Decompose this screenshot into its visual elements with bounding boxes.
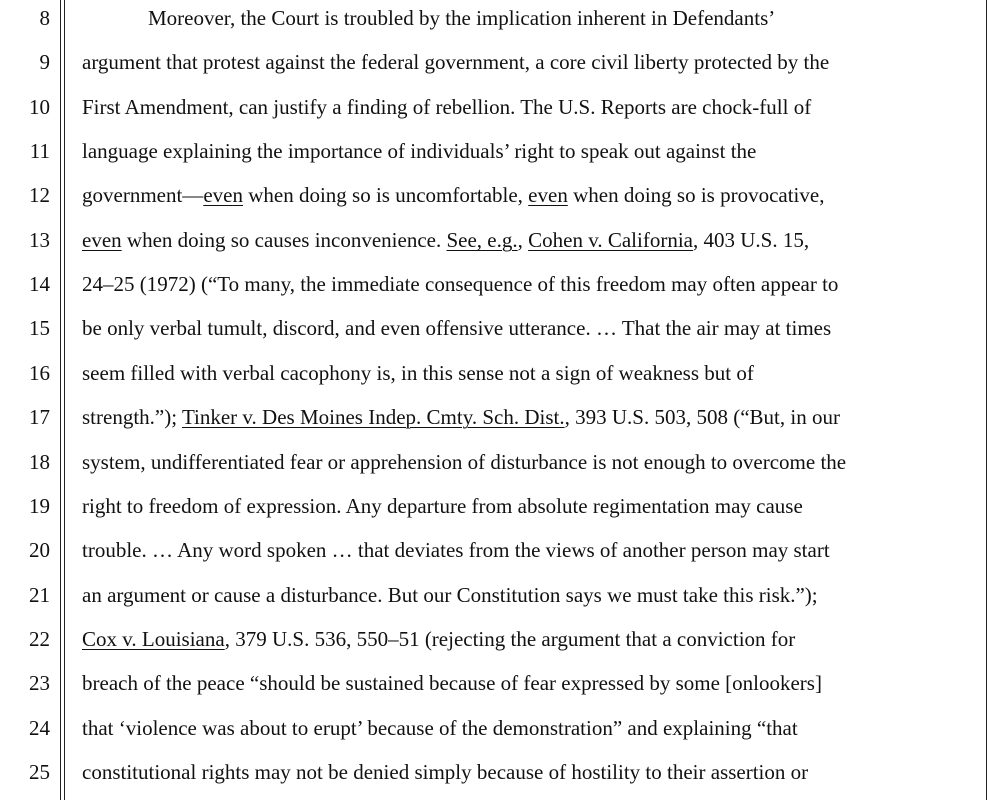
line-number: 24 (29, 715, 50, 740)
underlined-citation: Cox v. Louisiana (82, 626, 225, 651)
text-line (82, 361, 754, 385)
line-number: 14 (29, 272, 50, 297)
left-margin-rule-inner (64, 0, 65, 800)
text-run: trouble. … Any word spoken … that deviates from the views of another person may start (82, 538, 830, 563)
text-line (82, 450, 846, 474)
underlined-citation: See, e.g. (446, 227, 518, 252)
line-number: 9 (39, 50, 50, 75)
right-margin-rule (986, 0, 987, 800)
underlined-citation: even (203, 183, 243, 208)
text-run: right to freedom of expression. Any departure from absolute regimentation may cause (82, 493, 803, 518)
text-line (82, 716, 798, 740)
text-line (82, 139, 756, 163)
line-number: 10 (29, 94, 50, 119)
underlined-citation: even (528, 183, 568, 208)
text-line (82, 760, 808, 784)
line-number: 17 (29, 405, 50, 430)
line-number: 15 (29, 316, 50, 341)
text-run: when doing so is provocative, (567, 183, 825, 208)
text-run: when doing so is uncomfortable, (242, 183, 529, 208)
line-number: 21 (29, 582, 50, 607)
text-run: strength.”); (82, 405, 182, 430)
text-run: First Amendment, can justify a finding of rebellion. The U.S. Reports are chock-full of (82, 94, 812, 119)
text-run: system, undifferentiated fear or apprehension of disturbance is not enough to overcome the (82, 449, 847, 474)
text-line (148, 6, 775, 30)
line-number: 13 (29, 227, 50, 252)
text-run: government— (82, 183, 204, 208)
text-line (82, 316, 831, 340)
line-number: 8 (39, 6, 50, 30)
underlined-citation: Tinker v. Des Moines Indep. Cmty. Sch. Dist. (181, 405, 565, 430)
text-line (82, 95, 811, 119)
text-run: seem filled with verbal cacophony is, in this sense not a sign of weakness but of (82, 360, 754, 385)
underlined-citation: Cohen v. California (528, 227, 693, 252)
line-number: 11 (29, 139, 50, 164)
text-line (82, 272, 838, 296)
text-run: that ‘violence was about to erupt’ because of the demonstration” and explaining “that (82, 715, 798, 740)
line-number: 12 (29, 183, 50, 208)
text-run: constitutional rights may not be denied simply because of hostility to their assertion or (82, 759, 809, 784)
text-line (82, 50, 829, 74)
underlined-citation: even (82, 227, 122, 252)
text-run: breach of the peace “should be sustained because of fear expressed by some [onlookers] (82, 671, 822, 696)
text-run: Moreover, the Court is troubled by the implication inherent in Defendants’ (148, 6, 776, 30)
line-number: 20 (29, 538, 50, 563)
text-line (82, 183, 824, 207)
text-line (82, 538, 830, 562)
line-number: 16 (29, 360, 50, 385)
text-line (82, 405, 840, 429)
text-run: argument that protest against the federal government, a core civil liberty protected by the (82, 50, 830, 75)
line-number: 19 (29, 493, 50, 518)
text-run: , 379 U.S. 536, 550–51 (rejecting the argument that a conviction for (224, 626, 796, 651)
text-line (82, 494, 803, 518)
left-margin-rule (60, 0, 61, 800)
text-run: language explaining the importance of individuals’ right to speak out against the (82, 139, 757, 164)
text-line (82, 671, 822, 695)
line-number: 22 (29, 626, 50, 651)
text-run: 24–25 (1972) (“To many, the immediate consequence of this freedom may often appear to (82, 272, 839, 297)
text-run: , (517, 227, 529, 252)
text-run: when doing so causes inconvenience. (121, 227, 447, 252)
line-number: 25 (29, 759, 50, 784)
text-line (82, 583, 818, 607)
line-number: 23 (29, 671, 50, 696)
text-run: an argument or cause a disturbance. But our Constitution says we must take this risk.”); (82, 582, 818, 607)
line-number: 18 (29, 449, 50, 474)
text-line (82, 627, 795, 651)
text-run: , 393 U.S. 503, 508 (“But, in our (564, 405, 840, 430)
text-run: be only verbal tumult, discord, and even offensive utterance. … That the air may at times (82, 316, 832, 341)
text-run: , 403 U.S. 15, (693, 227, 810, 252)
text-line (82, 228, 809, 252)
